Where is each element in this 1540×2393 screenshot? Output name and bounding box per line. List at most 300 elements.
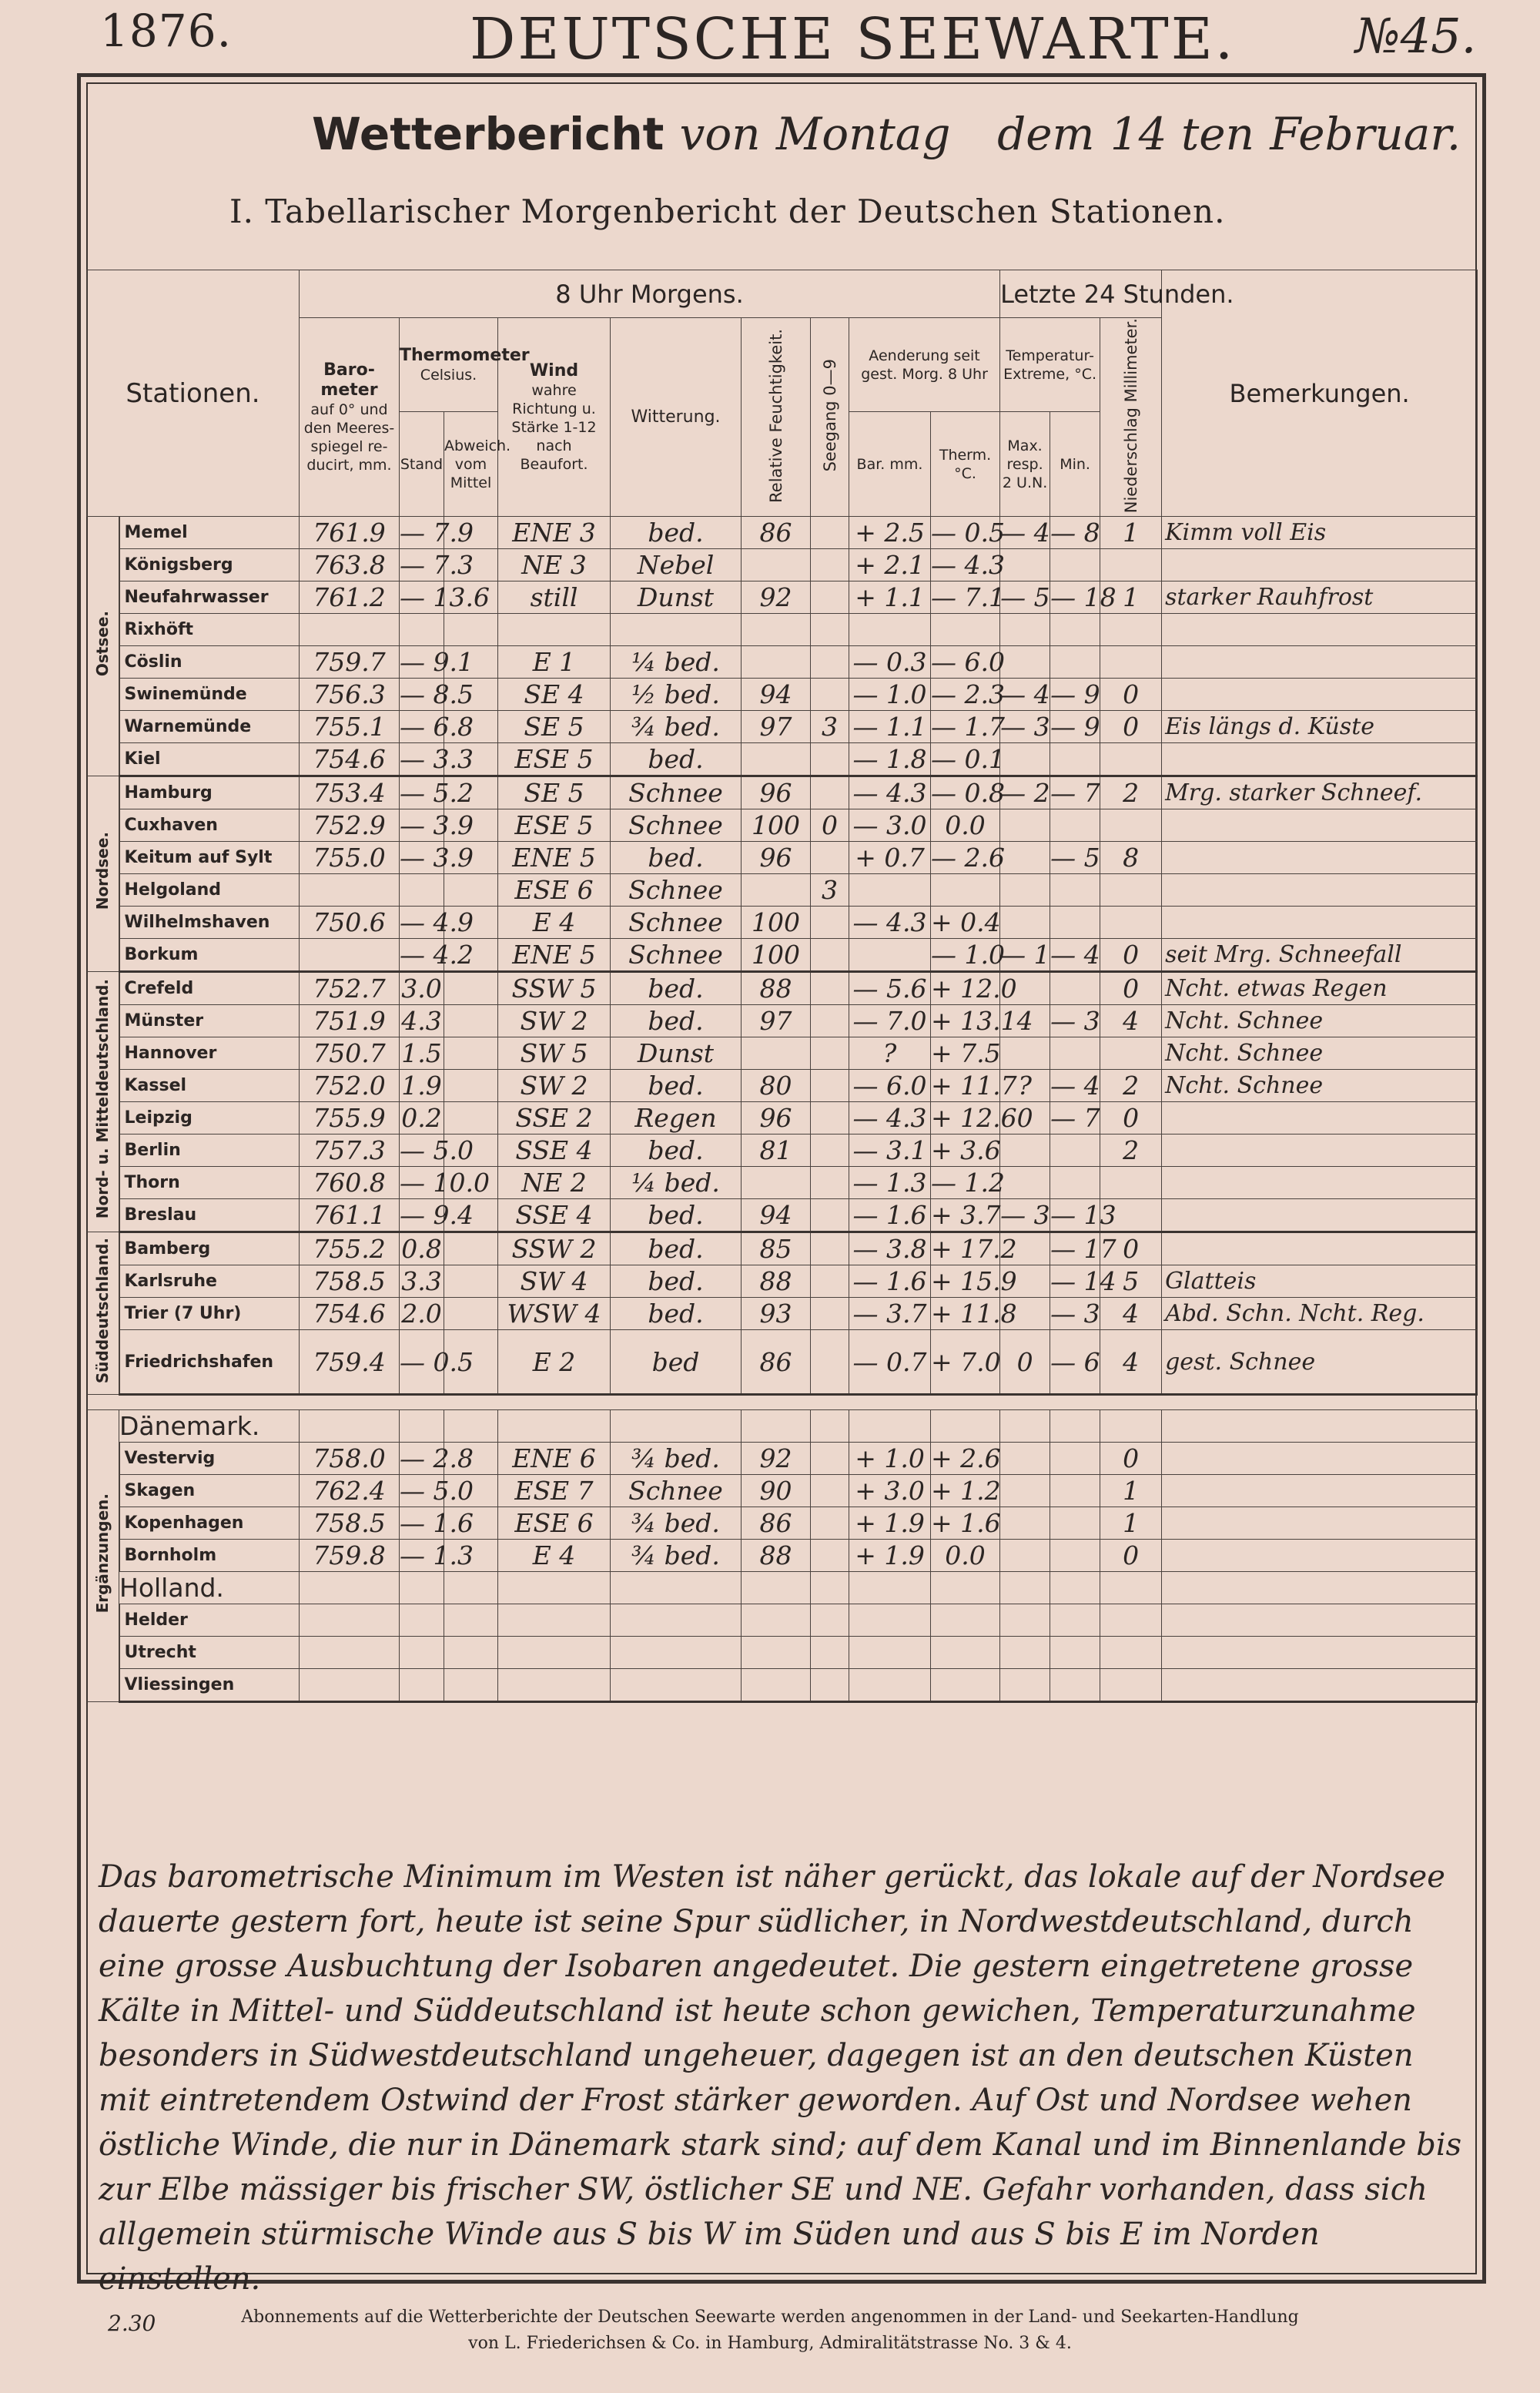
- cell-stand: [400, 874, 444, 907]
- cell-dbar: [849, 939, 931, 972]
- cell-bar: 752.7: [300, 972, 400, 1005]
- cell-bar: 750.7: [300, 1037, 400, 1070]
- empty-cell: [811, 1604, 849, 1637]
- country-daenemark: Dänemark.: [119, 1410, 300, 1443]
- station-name: Königsberg: [119, 549, 300, 581]
- cell-witt: bed.: [611, 1005, 742, 1037]
- cell-feucht: 90: [742, 1475, 811, 1507]
- region-label-sued: [87, 1232, 119, 1395]
- cell-witt: ½ bed.: [611, 679, 742, 711]
- col-abweich: Abweich. vom Mittel: [444, 412, 498, 517]
- cell-wind: ESE 5: [498, 809, 611, 842]
- cell-max: [1000, 907, 1050, 939]
- cell-bar: 754.6: [300, 1298, 400, 1330]
- cell-max: [1000, 1167, 1050, 1199]
- cell-abw: [444, 874, 498, 907]
- cell-see: [811, 1475, 849, 1507]
- empty-cell: [931, 1410, 1000, 1443]
- cell-min: [1050, 1167, 1100, 1199]
- cell-feucht: 86: [742, 1507, 811, 1540]
- cell-min: — 8: [1050, 518, 1100, 548]
- country-holland: Holland.: [119, 1572, 300, 1604]
- cell-min: — 3: [1050, 1006, 1100, 1037]
- country-row-holland: [87, 1572, 1478, 1604]
- empty-cell: [1100, 1604, 1162, 1637]
- cell-wind: NE 2: [498, 1167, 611, 1199]
- cell-stand: — 10.0: [400, 1168, 490, 1198]
- table-row: [87, 711, 1478, 743]
- cell-feucht: 88: [742, 972, 811, 1005]
- empty-cell: [849, 1572, 931, 1604]
- separator-cell: [87, 1395, 1478, 1410]
- cell-feucht: 85: [742, 1232, 811, 1265]
- cell-bem: [1162, 1167, 1478, 1199]
- table-row: [87, 972, 1478, 1005]
- empty-cell: [498, 1669, 611, 1702]
- col-feuchtigkeit-label: Relative Feuchtigkeit.: [766, 328, 785, 503]
- empty-cell: [931, 1637, 1000, 1669]
- cell-bar: [300, 939, 400, 972]
- empty-cell: [931, 1572, 1000, 1604]
- cell-dth: + 12.6: [931, 1103, 1017, 1134]
- table-row: [87, 1005, 1478, 1037]
- station-name: Skagen: [119, 1475, 300, 1507]
- cell-dbar: — 4.3: [849, 776, 931, 809]
- cell-witt: bed.: [611, 1134, 742, 1167]
- station-name: Hannover: [119, 1037, 300, 1070]
- table-row: [87, 1443, 1478, 1475]
- table-row: [87, 809, 1478, 842]
- station-name: Helgoland: [119, 874, 300, 907]
- cell-abw: [444, 1265, 498, 1298]
- col-min: Min.: [1050, 412, 1100, 517]
- col-celsius: Celsius.: [420, 366, 477, 384]
- station-name: Friedrichshafen: [119, 1330, 300, 1395]
- cell-wind: ESE 7: [498, 1475, 611, 1507]
- table-row: [87, 743, 1478, 776]
- table-row: [87, 907, 1478, 939]
- cell-stand: — 4.2: [400, 939, 444, 972]
- cell-bem: [1162, 549, 1478, 581]
- empty-cell: [811, 1410, 849, 1443]
- cell-dth: + 1.2: [931, 1476, 1001, 1507]
- cell-stand: 4.3: [400, 1005, 444, 1037]
- cell-abw: [444, 1037, 498, 1070]
- cell-witt: ¾ bed.: [611, 1507, 742, 1540]
- cell-bem: Mrg. starker Schneef.: [1162, 776, 1478, 809]
- cell-dth: + 1.6: [931, 1508, 1001, 1539]
- cell-feucht: 88: [742, 1540, 811, 1572]
- station-name: Karlsruhe: [119, 1265, 300, 1298]
- cell-abw: [444, 614, 498, 646]
- cell-stand: — 5.2: [400, 776, 444, 809]
- cell-stand: — 6.8: [400, 712, 474, 742]
- cell-witt: ¾ bed.: [611, 711, 742, 743]
- station-name: Kiel: [119, 743, 300, 776]
- cell-nied: [1100, 809, 1162, 842]
- cell-bar: 752.0: [300, 1070, 400, 1102]
- cell-dth: + 3.7: [931, 1199, 1000, 1232]
- cell-see: [811, 1134, 849, 1167]
- cell-dth: — 2.3: [931, 679, 1005, 710]
- region-sued-text: Süddeutschland.: [93, 1237, 112, 1383]
- title-month: Februar.: [1270, 108, 1461, 160]
- cell-min: [1050, 907, 1100, 939]
- empty-cell: [1050, 1410, 1100, 1443]
- station-name: Trier (7 Uhr): [119, 1298, 300, 1330]
- table-row: [87, 1669, 1478, 1702]
- table-row: [87, 1265, 1478, 1298]
- title-prefix: Wetterbericht: [312, 108, 665, 160]
- empty-cell: [611, 1669, 742, 1702]
- cell-bem: Ncht. Schnee: [1162, 1070, 1478, 1102]
- region-ostsee-text: Ostsee.: [93, 610, 112, 676]
- year: 1876.: [100, 5, 233, 57]
- station-name: Vestervig: [119, 1443, 300, 1475]
- cell-bem: [1162, 1443, 1478, 1475]
- cell-max: [1000, 1475, 1050, 1507]
- cell-bar: 761.2: [300, 581, 400, 614]
- col-morgens: 8 Uhr Morgens.: [300, 270, 1000, 318]
- cell-witt: Dunst: [611, 581, 742, 614]
- table-row: [87, 1134, 1478, 1167]
- cell-bem: [1162, 614, 1478, 646]
- empty-cell: [849, 1669, 931, 1702]
- cell-max: [1000, 743, 1050, 776]
- cell-abw: [444, 1070, 498, 1102]
- cell-see: [811, 517, 849, 549]
- cell-bem: [1162, 1232, 1478, 1265]
- cell-nied: [1100, 743, 1162, 776]
- table-row: [87, 1070, 1478, 1102]
- cell-bem: [1162, 809, 1478, 842]
- cell-min: — 14: [1050, 1266, 1116, 1297]
- cell-witt: Regen: [611, 1102, 742, 1134]
- title-von: von: [679, 108, 761, 160]
- cell-wind: NE 3: [498, 549, 611, 581]
- cell-wind: SW 4: [498, 1265, 611, 1298]
- country-row-daenemark: [87, 1410, 1478, 1443]
- empty-cell: [1100, 1410, 1162, 1443]
- empty-cell: [1100, 1637, 1162, 1669]
- empty-cell: [611, 1410, 742, 1443]
- col-witterung: Witterung.: [611, 318, 742, 517]
- cell-bar: 753.4: [300, 776, 400, 809]
- cell-bem: gest. Schnee: [1162, 1330, 1478, 1395]
- cell-bar: 759.8: [300, 1540, 400, 1572]
- region-label-nordsee: [87, 776, 119, 972]
- cell-feucht: 88: [742, 1265, 811, 1298]
- station-name: Berlin: [119, 1134, 300, 1167]
- empty-cell: [444, 1637, 498, 1669]
- cell-witt: bed.: [611, 1232, 742, 1265]
- cell-dbar: + 0.7: [849, 842, 931, 874]
- cell-dbar: — 1.6: [849, 1199, 931, 1232]
- empty-cell: [498, 1572, 611, 1604]
- cell-wind: SE 5: [498, 711, 611, 743]
- cell-dth: — 0.5: [931, 518, 1005, 548]
- issue-number: №45.: [1355, 8, 1477, 64]
- cell-dbar: + 2.5: [849, 517, 931, 549]
- cell-nied: 0: [1100, 1102, 1162, 1134]
- empty-cell: [1162, 1572, 1478, 1604]
- cell-dth: + 7.5: [931, 1038, 1001, 1069]
- empty-cell: [300, 1669, 400, 1702]
- cell-nied: 2: [1100, 1070, 1162, 1102]
- cell-wind: SSW 5: [498, 972, 611, 1005]
- station-name: Hamburg: [119, 776, 300, 809]
- cell-bar: 754.6: [300, 743, 400, 776]
- table-row: [87, 842, 1478, 874]
- cell-feucht: [742, 646, 811, 679]
- cell-witt: bed.: [611, 972, 742, 1005]
- cell-witt: bed: [611, 1330, 742, 1395]
- empty-cell: [400, 1572, 444, 1604]
- cell-feucht: 92: [742, 581, 811, 614]
- cell-wind: SE 4: [498, 679, 611, 711]
- table-row: [87, 776, 1478, 809]
- cell-max: [1000, 549, 1050, 581]
- cell-min: [1050, 1540, 1100, 1572]
- cell-dth: + 11.8: [931, 1299, 1017, 1329]
- region-mittel-text: Nord- u. Mitteldeutschland.: [93, 979, 112, 1219]
- cell-min: — 9: [1050, 712, 1100, 742]
- cell-nied: 2: [1100, 1134, 1162, 1167]
- cell-nied: 0: [1100, 711, 1162, 743]
- table-row: [87, 1102, 1478, 1134]
- cell-abw: [444, 1232, 498, 1265]
- cell-witt: Schnee: [611, 809, 742, 842]
- cell-witt: Nebel: [611, 549, 742, 581]
- cell-see: [811, 1199, 849, 1232]
- cell-bem: [1162, 907, 1478, 939]
- cell-wind: ENE 6: [498, 1443, 611, 1475]
- cell-wind: [498, 614, 611, 646]
- cell-dbar: — 4.3: [849, 1102, 931, 1134]
- cell-bar: [300, 614, 400, 646]
- footer-line-1: Abonnements auf die Wetterberichte der Deutschen Seewarte werden angenommen in der Land- und Seekarten-Handlung: [241, 2308, 1299, 2327]
- cell-min: — 13: [1050, 1199, 1100, 1232]
- cell-wind: SW 2: [498, 1005, 611, 1037]
- cell-stand: 1.9: [400, 1070, 444, 1102]
- cell-bar: 756.3: [300, 679, 400, 711]
- cell-stand: — 1.3: [400, 1540, 474, 1571]
- cell-nied: [1100, 907, 1162, 939]
- col-therm: Therm. °C.: [931, 412, 1000, 517]
- empty-cell: [1050, 1572, 1100, 1604]
- station-name: Bamberg: [119, 1232, 300, 1265]
- cell-abw: [444, 1298, 498, 1330]
- cell-bem: Ncht. etwas Regen: [1162, 972, 1478, 1005]
- cell-bar: 758.0: [300, 1443, 400, 1475]
- cell-dbar: [849, 614, 931, 646]
- cell-max: — 5: [1000, 582, 1050, 613]
- notes-text: Das barometrische Minimum im Westen ist näher gerückt, das lokale auf der Nordsee dauerte gestern fort, heute ist seine Spur südlicher, in Nordwestdeutschland, durch eine grosse Ausbuchtung der Isobaren angedeutet. Die gestern eingetretene grosse Kälte in Mittel- und Süddeutschland ist heute schon gewichen, Temperaturzunahme besonders in Südwestdeutschland ungeheuer, dagegen ist an den deutschen Küsten mit eintretendem Ostwind der Frost stärker geworden. Auf Ost und Nordsee wehen östliche Winde, die nur in Dänemark stark sind; auf dem Kanal und im Binnenlande bis zur Elbe mässiger bis frischer SW, östlicher SE und NE. Gefahr vorhanden, dass sich allgemein stürmische Winde aus S bis W im Süden und aus S bis E im Norden einstellen.: [99, 1859, 1462, 2297]
- cell-see: [811, 1443, 849, 1475]
- cell-bar: [300, 874, 400, 907]
- empty-cell: [1050, 1604, 1100, 1637]
- cell-dbar: + 2.1: [849, 549, 931, 581]
- col-wind-title: Wind: [529, 360, 579, 380]
- cell-see: [811, 1005, 849, 1037]
- weather-notes: [99, 1855, 1469, 2346]
- empty-cell: [1000, 1572, 1050, 1604]
- cell-dbar: + 1.0: [849, 1443, 931, 1475]
- cell-witt: Dunst: [611, 1037, 742, 1070]
- cell-min: — 17: [1050, 1232, 1100, 1265]
- cell-wind: SE 5: [498, 776, 611, 809]
- cell-min: [1050, 1475, 1100, 1507]
- cell-see: [811, 1540, 849, 1572]
- cell-wind: E 4: [498, 1540, 611, 1572]
- cell-max: — 1: [1000, 939, 1050, 972]
- cell-bem: [1162, 874, 1478, 907]
- col-seegang-label: Seegang 0—9: [820, 359, 839, 472]
- cell-feucht: 86: [742, 1330, 811, 1395]
- cell-wind: ESE 6: [498, 1507, 611, 1540]
- cell-min: — 3: [1050, 1299, 1100, 1329]
- col-bar: Bar. mm.: [849, 412, 931, 517]
- cell-bem: Glatteis: [1162, 1265, 1478, 1298]
- cell-max: 4: [1000, 1005, 1050, 1037]
- cell-witt: Schnee: [611, 939, 742, 972]
- cell-nied: [1100, 549, 1162, 581]
- cell-feucht: [742, 549, 811, 581]
- cell-stand: 0.2: [400, 1102, 444, 1134]
- table-row: [87, 874, 1478, 907]
- cell-min: — 7: [1050, 1103, 1100, 1134]
- page-header: [0, 0, 1540, 73]
- cell-min: — 5: [1050, 843, 1100, 873]
- empty-cell: [400, 1604, 444, 1637]
- col-letzte: Letzte 24 Stunden.: [1000, 270, 1162, 318]
- station-name: Bornholm: [119, 1540, 300, 1572]
- cell-nied: [1100, 614, 1162, 646]
- cell-stand: — 3.9: [400, 810, 474, 841]
- empty-cell: [1000, 1604, 1050, 1637]
- cell-wind: WSW 4: [498, 1298, 611, 1330]
- cell-nied: [1100, 646, 1162, 679]
- cell-dbar: — 1.6: [849, 1265, 931, 1298]
- station-name: Cuxhaven: [119, 809, 300, 842]
- cell-min: [1050, 1037, 1100, 1070]
- cell-min: — 9: [1050, 679, 1100, 710]
- cell-dbar: [849, 874, 931, 907]
- cell-dbar: — 3.1: [849, 1134, 931, 1167]
- cell-feucht: 94: [742, 679, 811, 711]
- cell-bem: Eis längs d. Küste: [1162, 711, 1478, 743]
- cell-wind: ENE 5: [498, 842, 611, 874]
- cell-see: [811, 679, 849, 711]
- cell-feucht: 97: [742, 711, 811, 743]
- cell-stand: [400, 614, 444, 646]
- cell-max: [1000, 874, 1050, 907]
- empty-cell: [742, 1669, 811, 1702]
- cell-abw: [444, 1102, 498, 1134]
- cell-bem: [1162, 743, 1478, 776]
- report-subtitle: I. Tabellarischer Morgenbericht der Deutschen Stationen.: [229, 193, 1226, 230]
- cell-dth: + 11.7: [931, 1071, 1017, 1101]
- cell-wind: E 4: [498, 907, 611, 939]
- cell-nied: [1100, 1037, 1162, 1070]
- weather-table: [86, 270, 1478, 1703]
- col-stand: Stand: [400, 412, 444, 517]
- cell-wind: SW 5: [498, 1037, 611, 1070]
- empty-cell: [1050, 1637, 1100, 1669]
- cell-nied: 1: [1100, 581, 1162, 614]
- cell-bem: Ncht. Schnee: [1162, 1005, 1478, 1037]
- cell-witt: bed.: [611, 517, 742, 549]
- cell-dbar: + 1.9: [849, 1540, 931, 1572]
- cell-min: [1050, 743, 1100, 776]
- cell-dth: + 12.0: [931, 972, 1000, 1005]
- cell-witt: Schnee: [611, 874, 742, 907]
- cell-max: [1000, 1443, 1050, 1475]
- cell-dth: [931, 874, 1000, 907]
- station-name: Swinemünde: [119, 679, 300, 711]
- cell-bem: seit Mrg. Schneefall: [1162, 939, 1478, 972]
- col-barometer-title: Baro-meter: [320, 360, 378, 400]
- region-label-ostsee: [87, 517, 119, 776]
- separator-row: [87, 1395, 1478, 1410]
- empty-cell: [300, 1572, 400, 1604]
- cell-min: [1050, 972, 1100, 1005]
- cell-see: 3: [811, 711, 849, 743]
- title-day: Montag: [775, 108, 951, 160]
- empty-cell: [498, 1604, 611, 1637]
- cell-dbar: — 3.8: [849, 1232, 931, 1265]
- cell-dth: 0.0: [931, 809, 1000, 842]
- station-name: Kassel: [119, 1070, 300, 1102]
- cell-nied: [1100, 874, 1162, 907]
- cell-see: [811, 907, 849, 939]
- station-name: Breslau: [119, 1199, 300, 1232]
- empty-cell: [611, 1572, 742, 1604]
- station-name: Crefeld: [119, 972, 300, 1005]
- cell-feucht: 100: [742, 939, 811, 972]
- cell-dbar: — 1.0: [849, 679, 931, 711]
- empty-cell: [444, 1604, 498, 1637]
- cell-dth: — 4.3: [931, 550, 1005, 581]
- cell-stand: — 7.9: [400, 518, 474, 548]
- cell-nied: 4: [1100, 1005, 1162, 1037]
- table-row: [87, 1330, 1478, 1395]
- cell-stand: — 5.0: [400, 1135, 474, 1166]
- cell-dth: + 15.9: [931, 1266, 1017, 1297]
- cell-feucht: 94: [742, 1199, 811, 1232]
- cell-stand: — 4.9: [400, 907, 474, 938]
- cell-feucht: 92: [742, 1443, 811, 1475]
- cell-min: — 4: [1050, 1071, 1100, 1101]
- empty-cell: [444, 1669, 498, 1702]
- empty-cell: [444, 1572, 498, 1604]
- cell-max: [1000, 842, 1050, 874]
- cell-bem: starker Rauhfrost: [1162, 581, 1478, 614]
- cell-dth: — 7.1: [931, 582, 1005, 613]
- cell-stand: — 5.0: [400, 1476, 474, 1507]
- cell-see: [811, 581, 849, 614]
- cell-stand: — 0.5: [400, 1330, 444, 1395]
- station-name: Neufahrwasser: [119, 581, 300, 614]
- report-title: [312, 108, 1461, 160]
- cell-max: 0: [1000, 1330, 1050, 1395]
- empty-cell: [1162, 1669, 1478, 1702]
- cell-max: — 4: [1000, 518, 1050, 548]
- table-row: [87, 614, 1478, 646]
- table-row: [87, 549, 1478, 581]
- col-wind-sub: wahre Richtung u. Stärke 1-12 nach Beaufort.: [511, 381, 597, 473]
- cell-witt: ¼ bed.: [611, 1167, 742, 1199]
